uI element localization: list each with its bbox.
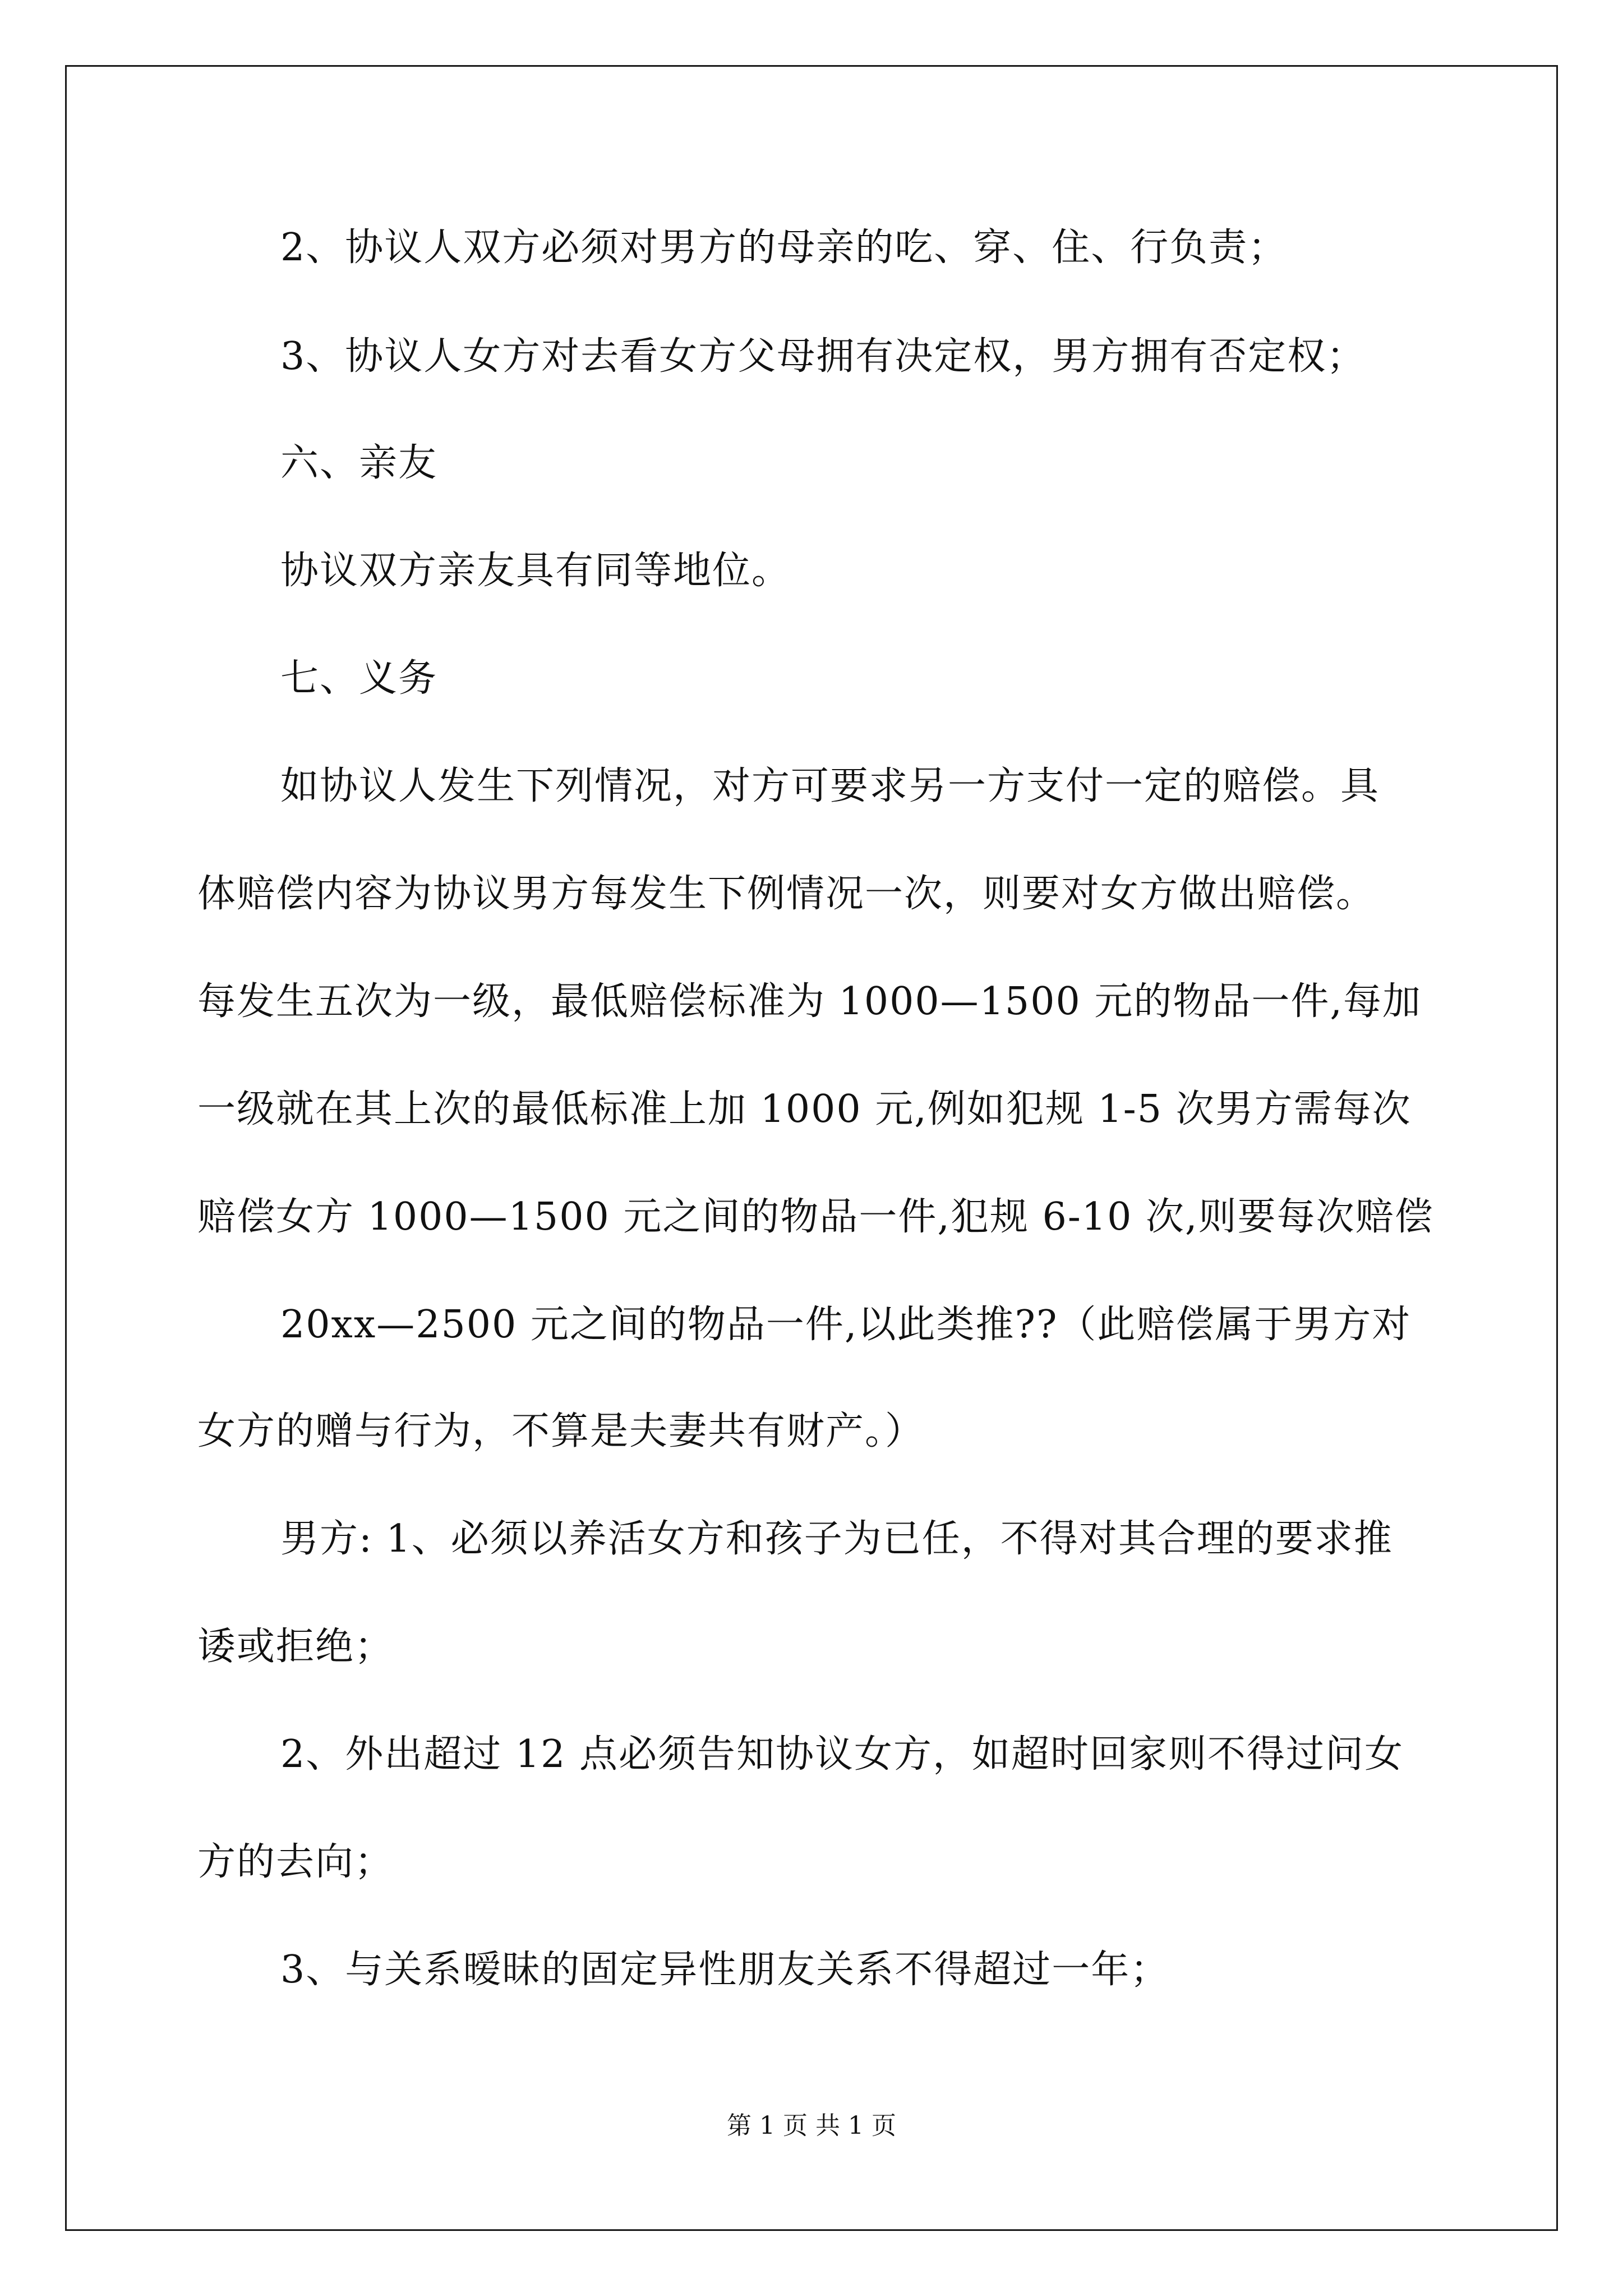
text-line-16: 方的去向； [197, 1840, 394, 1884]
text-line-15: 2、外出超过 12 点必须告知协议女方，如超时回家则不得过问女 [280, 1732, 1404, 1777]
text-line-12: 女方的赠与行为，不算是夫妻共有财产。） [197, 1409, 925, 1453]
text-line-9: 一级就在其上次的最低标准上加 1000 元,例如犯规 1-5 次男方需每次 [197, 1087, 1412, 1131]
section-heading-relatives: 六、亲友 [280, 441, 438, 485]
text-line-7: 体赔偿内容为协议男方每发生下例情况一次，则要对女方做出赔偿。 [197, 872, 1376, 916]
text-line-1: 2、协议人双方必须对男方的母亲的吃、穿、住、行负责； [280, 226, 1288, 270]
page-footer: 第 1 页 共 1 页 [727, 2111, 896, 2140]
text-line-8: 每发生五次为一级，最低赔偿标准为 1000—1500 元的物品一件,每加 [197, 979, 1422, 1024]
text-line-17: 3、与关系暧昧的固定异性朋友关系不得超过一年； [280, 1948, 1170, 1992]
text-line-13: 男方: 1、必须以养活女方和孩子为已任，不得对其合理的要求推 [280, 1517, 1393, 1561]
text-line-10: 赔偿女方 1000—1500 元之间的物品一件,犯规 6-10 次,则要每次赔偿 [197, 1195, 1434, 1239]
text-line-6: 如协议人发生下列情况，对方可要求另一方支付一定的赔偿。具 [280, 764, 1380, 808]
page-border [65, 65, 1558, 2231]
text-line-14: 诿或拒绝； [197, 1625, 394, 1669]
text-line-2: 3、协议人女方对去看女方父母拥有决定权，男方拥有否定权； [280, 334, 1366, 379]
text-line-11: 20xx—2500 元之间的物品一件,以此类推??（此赔偿属于男方对 [280, 1303, 1412, 1347]
text-line-4: 协议双方亲友具有同等地位。 [280, 549, 791, 593]
section-heading-obligations: 七、义务 [280, 656, 438, 701]
